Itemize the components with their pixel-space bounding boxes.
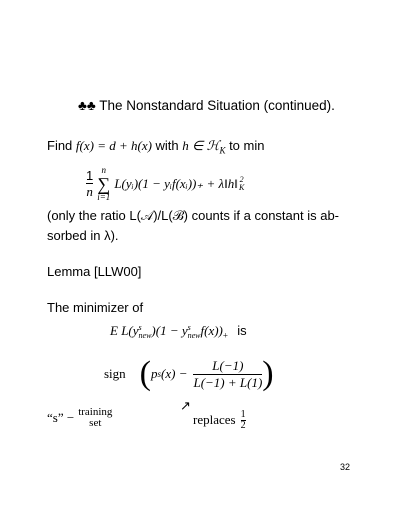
loss-ratio: $\frac{L(-1)}{L(-1) + L(1)}$: [193, 357, 263, 390]
find-line: Find f(x) = d + h(x) with h ∈ ℋ$_K$ to min: [47, 138, 265, 156]
sign-formula: sign ( p s (x) − $\frac{L(-1)}{L(-1) + L(1)}$ ): [104, 355, 274, 392]
replaces-note: replaces $\frac{1}{2}$: [193, 408, 246, 431]
left-paren: (: [139, 355, 151, 392]
right-paren: ): [262, 355, 274, 392]
find-space: h ∈ ℋ: [182, 138, 220, 153]
page-number: 32: [340, 462, 351, 472]
title-text: The Nonstandard Situation (continued).: [99, 98, 335, 113]
find-function: f(x) = d + h(x): [75, 138, 152, 153]
one-over-n: $\frac{1}{n}$: [86, 168, 94, 199]
objective-body: L(yᵢ)(1 − yᵢf(xᵢ))₊ + λ‖h‖: [114, 176, 238, 191]
note-line-1: (only the ratio L(𝒜)/L(ℬ) counts if a constant is ab-: [47, 208, 340, 223]
clubs-icon: ♣♣: [78, 98, 96, 113]
expectation-formula: E L(y s new )(1 − y s new $f(x))_+$ is: [110, 323, 247, 341]
minimizer-text: The minimizer of: [47, 300, 144, 315]
summation: n ∑ i=1: [97, 165, 111, 202]
slide-title: [78, 98, 335, 113]
note-line-2: sorbed in λ).: [47, 228, 119, 243]
arrow-icon: ↗: [180, 398, 191, 413]
sign-word: sign: [104, 366, 126, 381]
s-definition: “s” − training set: [47, 406, 113, 429]
objective-formula: $\frac{1}{n}$ n ∑ i=1 L(yᵢ)(1 − yᵢf(xᵢ))₊ + λ‖h‖ 2 K: [86, 165, 245, 202]
lemma-heading: Lemma [LLW00]: [47, 264, 142, 279]
